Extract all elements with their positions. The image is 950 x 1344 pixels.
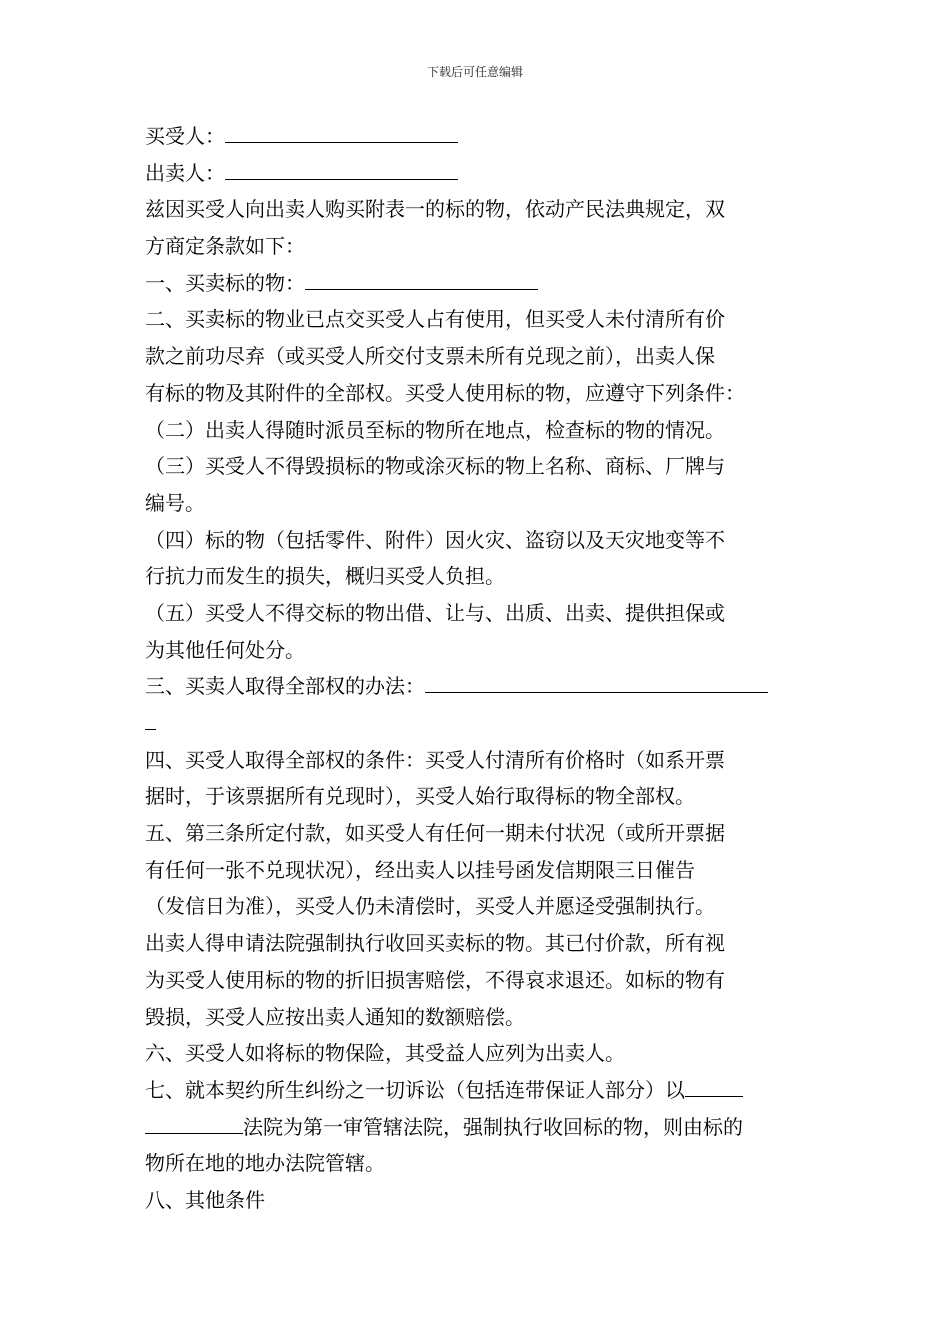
method-blank xyxy=(425,674,768,693)
court-blank xyxy=(685,1078,743,1097)
paragraph-line: 物所在地的地办法院管辖。 xyxy=(145,1151,385,1176)
paragraph-line: （五）买受人不得交标的物出借、让与、出质、出卖、提供担保或 xyxy=(145,600,725,625)
paragraph-line: （三）买受人不得毁损标的物或涂灭标的物上名称、商标、厂牌与 xyxy=(145,454,725,479)
paragraph-line: 有任何一张不兑现状况），经出卖人以挂号函发信期限三日催告 xyxy=(145,857,695,882)
page-header: 下载后可任意编辑 xyxy=(426,65,523,79)
clause-7-continuation: 法院为第一审管辖法院，强制执行收回标的物，则由标的 xyxy=(145,1109,808,1146)
buyer-blank xyxy=(225,124,458,143)
paragraph-line: 编号。 xyxy=(145,490,205,515)
paragraph-line: （发信日为准），买受人仍未清偿时，买受人并愿迳受强制执行。 xyxy=(145,894,715,919)
paragraph-line: 毁损，买受人应按出卖人通知的数额赔偿。 xyxy=(145,1004,525,1029)
paragraph-line: 款之前功尽弃（或买受人所交付支票未所有兑现之前），出卖人保 xyxy=(145,344,715,369)
paragraph-line: 有标的物及其附件的全部权。买受人使用标的物，应遵守下列条件： xyxy=(145,380,745,405)
paragraph-line: 方商定条款如下： xyxy=(145,234,305,259)
paragraph-line: 行抗力而发生的损失，概归买受人负担。 xyxy=(145,564,505,589)
paragraph-line: （二）出卖人得随时派员至标的物所在地点，检查标的物的情况。 xyxy=(145,417,725,442)
seller-line: 出卖人： xyxy=(145,155,808,192)
buyer-line: 买受人： xyxy=(145,118,808,155)
paragraph-line: 五、第三条所定付款，如买受人有任何一期未付状况（或所开票据 xyxy=(145,821,725,846)
paragraph-line: 四、买受人取得全部权的条件：买受人付清所有价格时（如系开票 xyxy=(145,747,725,772)
paragraph-line: 出卖人得申请法院强制执行收回买卖标的物。其已付价款，所有视 xyxy=(145,931,725,956)
contract-body xyxy=(145,118,808,1219)
clause-1-line: 一、买卖标的物： xyxy=(145,265,808,302)
clause-3-line: 三、买卖人取得全部权的办法： xyxy=(145,668,808,705)
paragraph-line: 为其他任何处分。 xyxy=(145,637,305,662)
paragraph-line: （四）标的物（包括零件、附件）因火灾、盗窃以及天灾地变等不 xyxy=(145,527,725,552)
seller-blank xyxy=(225,161,458,180)
clause-8-line: 八、其他条件 xyxy=(145,1187,265,1212)
paragraph-line: 六、买受人如将标的物保险，其受益人应列为出卖人。 xyxy=(145,1041,625,1066)
court-blank-continued xyxy=(145,1115,243,1134)
clause-7-line: 七、就本契约所生纠纷之一切诉讼（包括连带保证人部分）以 xyxy=(145,1072,808,1109)
clause-3-continuation xyxy=(145,705,808,742)
method-blank-continued xyxy=(145,711,156,730)
paragraph-line: 兹因买受人向出卖人购买附表一的标的物，依动产民法典规定，双 xyxy=(145,197,725,222)
paragraph-line: 据时，于该票据所有兑现时），买受人始行取得标的物全部权。 xyxy=(145,784,695,809)
goods-blank xyxy=(305,271,538,290)
paragraph-line: 为买受人使用标的物的折旧损害赔偿，不得哀求退还。如标的物有 xyxy=(145,967,725,992)
paragraph-line: 二、买卖标的物业已点交买受人占有使用，但买受人未付清所有价 xyxy=(145,307,725,332)
